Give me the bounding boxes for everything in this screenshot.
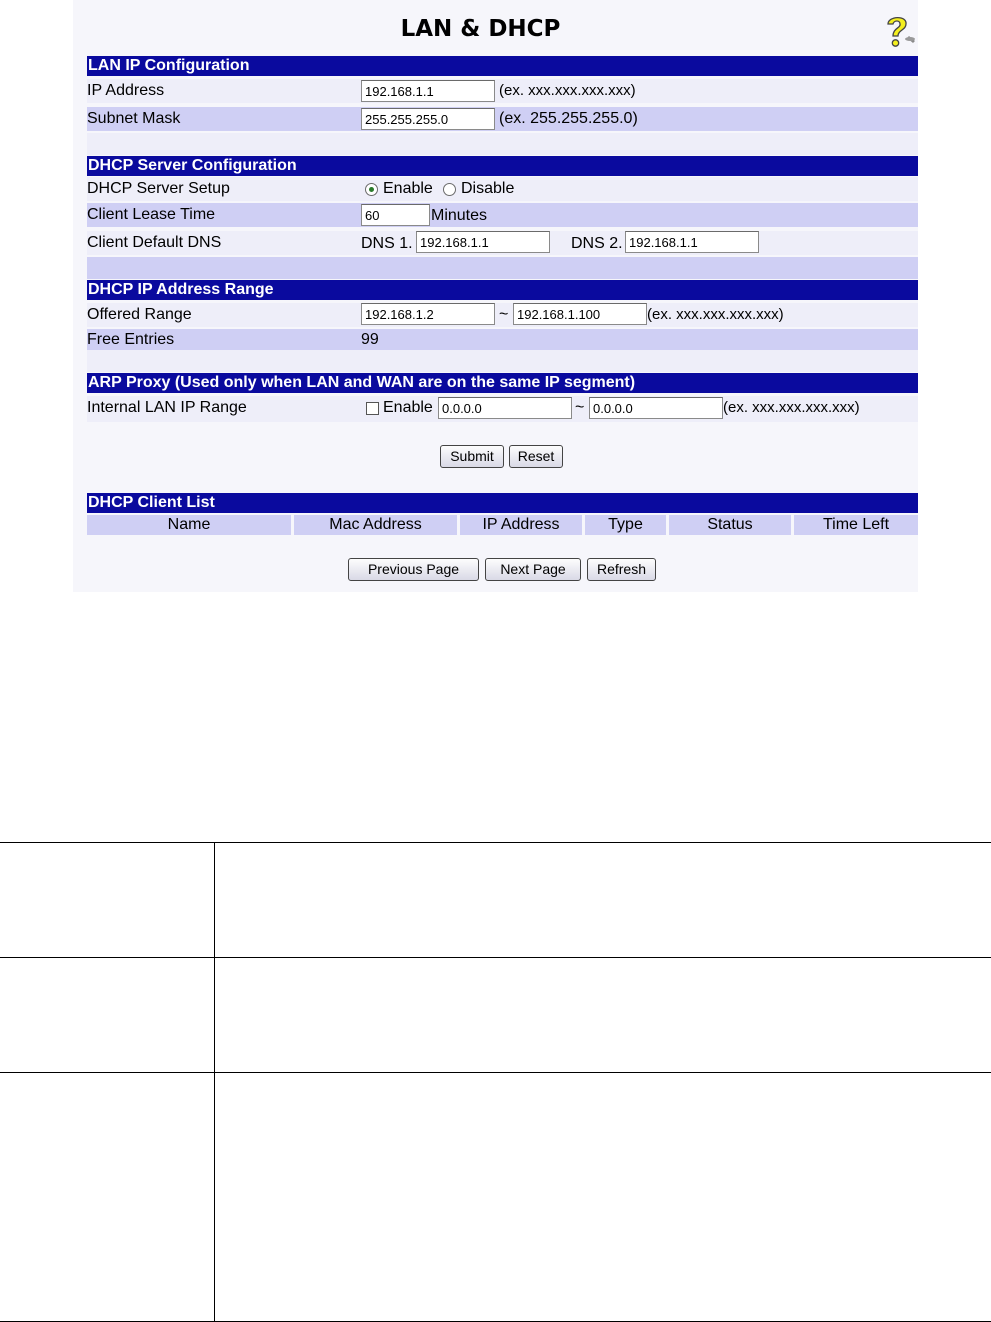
previous-page-button[interactable]: Previous Page: [348, 558, 479, 581]
dhcp-server-setup-label: DHCP Server Setup: [87, 180, 230, 197]
dns1-input[interactable]: [416, 231, 550, 253]
column-header-ip-address: IP Address: [460, 515, 582, 535]
dhcp-server-config-header: DHCP Server Configuration: [87, 156, 918, 176]
dhcp-client-list-header: DHCP Client List: [87, 493, 918, 513]
dhcp-disable-radio[interactable]: [443, 183, 456, 196]
arp-enable-label: Enable: [383, 399, 433, 416]
client-lease-time-label: Client Lease Time: [87, 206, 216, 223]
spacer-row: [87, 350, 918, 372]
ip-address-hint: (ex. xxx.xxx.xxx.xxx): [499, 82, 636, 99]
spacer-row: [87, 257, 918, 279]
table-rule: [0, 1072, 991, 1073]
lease-time-unit: Minutes: [431, 207, 488, 224]
free-entries-value: 99: [361, 331, 379, 348]
lan-ip-config-header: LAN IP Configuration: [87, 56, 918, 76]
client-default-dns-row: [87, 231, 918, 255]
column-header-status: Status: [669, 515, 791, 535]
table-rule: [0, 957, 991, 958]
dns1-label: DNS 1.: [361, 235, 413, 252]
subnet-mask-row: [87, 107, 918, 131]
lease-time-input[interactable]: [361, 204, 430, 226]
page-title: LAN & DHCP: [400, 16, 561, 42]
refresh-button[interactable]: Refresh: [587, 558, 656, 581]
free-entries-row: [87, 329, 918, 350]
lan-dhcp-panel: [73, 0, 918, 592]
dns2-input[interactable]: [625, 231, 759, 253]
reset-button[interactable]: Reset: [509, 445, 563, 468]
arp-proxy-header: ARP Proxy (Used only when LAN and WAN are on the same IP segment): [87, 373, 918, 393]
table-column-divider: [214, 842, 215, 1322]
submit-button[interactable]: Submit: [440, 445, 504, 468]
arp-range-separator: ~: [575, 399, 585, 416]
document-table: [0, 842, 991, 1322]
ip-address-label: IP Address: [87, 82, 165, 99]
spacer-row: [87, 133, 918, 155]
range-hint: (ex. xxx.xxx.xxx.xxx): [647, 306, 784, 323]
arp-range-end-input[interactable]: [589, 397, 723, 419]
range-start-input[interactable]: [361, 303, 495, 325]
client-default-dns-label: Client Default DNS: [87, 234, 222, 251]
dhcp-enable-label: Enable: [383, 180, 433, 197]
column-header-name: Name: [87, 515, 291, 535]
arp-enable-checkbox[interactable]: [366, 402, 379, 415]
range-end-input[interactable]: [513, 303, 647, 325]
table-rule: [0, 842, 991, 843]
dhcp-server-setup-row: [87, 177, 918, 201]
ip-address-row: [87, 79, 918, 103]
internal-lan-ip-range-label: Internal LAN IP Range: [87, 399, 247, 416]
column-header-type: Type: [585, 515, 666, 535]
dns2-label: DNS 2.: [571, 235, 623, 252]
dhcp-disable-label: Disable: [461, 180, 515, 197]
next-page-button[interactable]: Next Page: [485, 558, 581, 581]
subnet-mask-input[interactable]: [361, 108, 495, 130]
range-separator: ~: [499, 306, 509, 323]
dhcp-range-header: DHCP IP Address Range: [87, 280, 918, 300]
internal-lan-ip-range-row: [87, 396, 918, 422]
offered-range-row: [87, 303, 918, 327]
dhcp-enable-radio[interactable]: [365, 183, 378, 196]
subnet-mask-hint: (ex. 255.255.255.0): [499, 110, 638, 127]
arp-range-hint: (ex. xxx.xxx.xxx.xxx): [723, 399, 860, 416]
subnet-mask-label: Subnet Mask: [87, 110, 181, 127]
client-lease-time-row: [87, 203, 918, 227]
arp-range-start-input[interactable]: [438, 397, 572, 419]
free-entries-label: Free Entries: [87, 331, 175, 348]
column-header-mac-address: Mac Address: [294, 515, 457, 535]
column-header-time-left: Time Left: [794, 515, 918, 535]
help-question-icon[interactable]: [879, 12, 917, 50]
ip-address-input[interactable]: [361, 80, 495, 102]
client-list-column-headers: [87, 515, 918, 535]
offered-range-label: Offered Range: [87, 306, 192, 323]
